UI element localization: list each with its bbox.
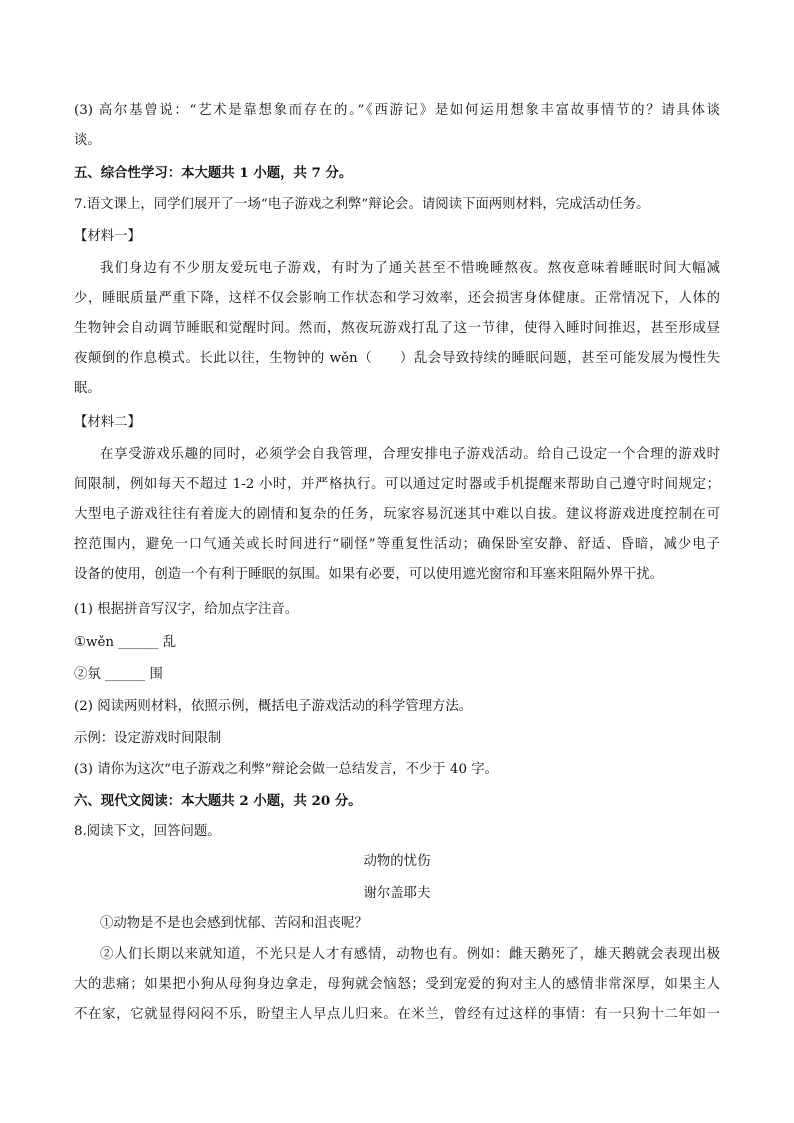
section-5-heading: 五、综合性学习：本大题共 1 小题，共 7 分。 xyxy=(74,165,353,181)
article-paragraph-line: 大的悲痛；如果把小狗从母狗身边拿走，母狗就会恼怒；受到宠爱的狗对主人的感情非常深厚，如果主人 xyxy=(74,977,720,992)
material-2-paragraph-line: 设备的使用，创造一个有利于睡眠的氛围。如果有必要，可以使用遮光窗帘和耳塞来阻隔外界干扰。 xyxy=(74,567,664,582)
material-1-paragraph-line: 生物钟会自动调节睡眠和觉醒时间。然而，熬夜玩游戏打乱了这一节律，使得入睡时间推迟，甚至形成昼 xyxy=(74,321,720,336)
article-title: 动物的忧伤 xyxy=(363,854,431,869)
sub-question-1-item-a: ①wěn ______ 乱 xyxy=(74,635,177,650)
sub-question-2: (2) 阅读两则材料，依照示例，概括电子游戏活动的科学管理方法。 xyxy=(74,699,473,714)
material-1-title: 【材料一】 xyxy=(74,229,141,244)
article-paragraph-line: ②人们长期以来就知道，不光只是人才有感情，动物也有。例如：雌天鹅死了，雄天鹅就会表现出极 xyxy=(100,947,720,962)
material-2-paragraph-line: 大型电子游戏往往有着庞大的剧情和复杂的任务，玩家容易沉迷其中难以自拔。建议将游戏进度控制在可 xyxy=(74,507,720,522)
question-3-line-1: (3) 高尔基曾说：“艺术是靠想象而存在的。”《西游记》是如何运用想象丰富故事情节的？请具体谈 xyxy=(74,103,720,118)
material-2-title: 【材料二】 xyxy=(74,415,141,430)
section-6-heading: 六、现代文阅读：本大题共 2 小题，共 20 分。 xyxy=(74,793,362,809)
article-paragraph-line: 不在家，它就显得闷闷不乐，盼望主人早点儿归来。在米兰，曾经有过这样的事情：有一只狗十二年如一 xyxy=(74,1007,720,1022)
question-8-stem: 8.阅读下文，回答问题。 xyxy=(74,824,221,839)
material-1-paragraph-line: 我们身边有不少朋友爱玩电子游戏，有时为了通关甚至不惜晚睡熬夜。熬夜意味着睡眠时间大幅减 xyxy=(100,261,720,276)
material-2-paragraph-line: 在享受游戏乐趣的同时，必须学会自我管理，合理安排电子游戏活动。给自己设定一个合理的游戏时 xyxy=(100,447,720,462)
sub-question-1-item-b: ②氛 ______ 围 xyxy=(74,667,163,682)
material-1-paragraph-line: 夜颠倒的作息模式。长此以往，生物钟的 wěn（ ）乱会导致持续的睡眠问题，甚至可能发展为慢性失 xyxy=(74,351,720,366)
article-paragraph-line: ①动物是不是也会感到忧郁、苦闷和沮丧呢？ xyxy=(100,916,368,931)
question-3-line-2: 谈。 xyxy=(74,133,101,148)
material-2-paragraph-line: 间限制，例如每天不超过 1-2 小时，并严格执行。可以通过定时器或手机提醒来帮助自己遵守时间规定； xyxy=(74,477,720,492)
question-7-stem: 7.语文课上，同学们展开了一场“电子游戏之利弊”辩论会。请阅读下面两则材料，完成活动任务。 xyxy=(74,197,650,212)
example-line: 示例：设定游戏时间限制 xyxy=(74,731,222,746)
article-author: 谢尔盖耶夫 xyxy=(363,886,431,901)
sub-question-1: (1) 根据拼音写汉字，给加点字注音。 xyxy=(74,602,299,617)
material-1-paragraph-line: 少，睡眠质量严重下降，这样不仅会影响工作状态和学习效率，还会损害身体健康。正常情况下，人体的 xyxy=(74,291,720,306)
material-2-paragraph-line: 控范围内，避免一口气通关或长时间进行“刷怪”等重复性活动；确保卧室安静、舒适、昏暗，减少电子 xyxy=(74,537,720,552)
sub-question-3: (3) 请你为这次“电子游戏之利弊”辩论会做一总结发言，不少于 40 字。 xyxy=(74,762,499,777)
material-1-paragraph-line: 眠。 xyxy=(74,381,101,396)
